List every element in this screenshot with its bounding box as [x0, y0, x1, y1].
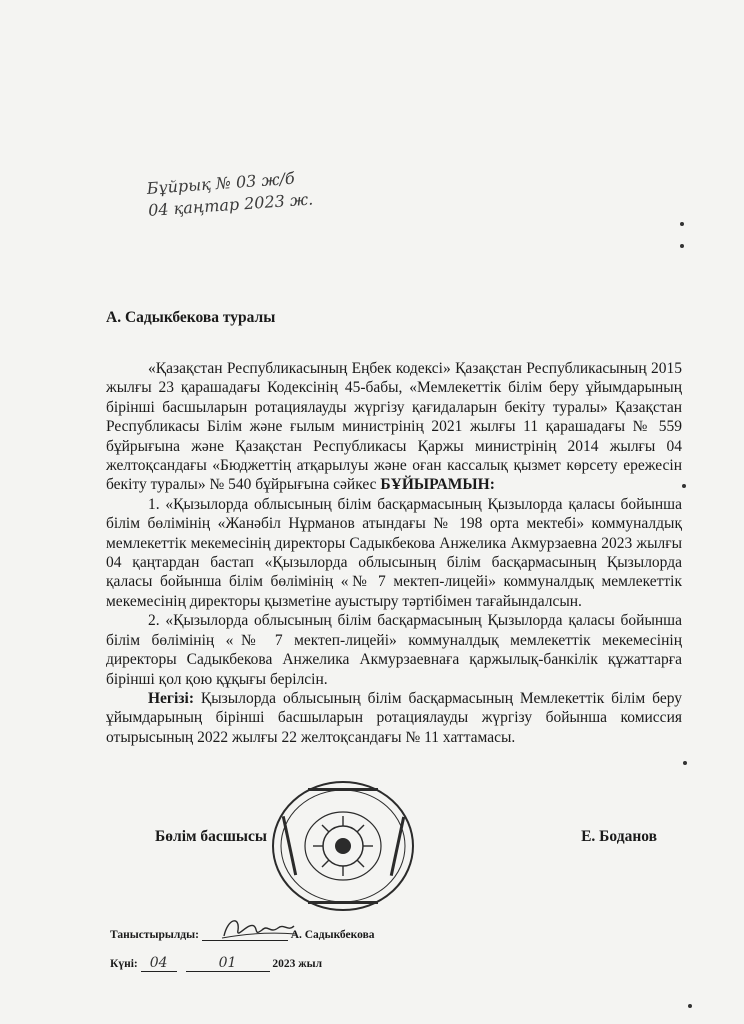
document-title: А. Садыкбекова туралы	[106, 309, 276, 326]
basis-label: Негізі:	[148, 689, 194, 707]
order-keyword: БҰЙЫРАМЫН:	[380, 476, 495, 494]
signatory-name: Е. Боданов	[581, 828, 657, 845]
order-item-1: 1. «Қызылорда облысының білім басқармасының Қызылорда қаласы бойынша білім бөлімінің «Жанәбіл Нұрманов атындағы № 198 орта мектебі» коммуналдық мемлекеттік мекемесінің директоры Садыкбекова Анжелика Акмурзаевна 2023 жылғы 04 қаңтардан бастап «Қызылорда облысының білім басқармасының Қызылорда қаласы бойынша білім бөлімінің «№ 7 мектеп-лицейі» коммуналдық мемлекеттік мекемесінің директоры қызметіне ауыстыру тәртібімен тағайындалсын.	[106, 495, 682, 610]
preamble-paragraph	[106, 359, 682, 495]
handwritten-note-line2: 04 қаңтар 2023 ж.	[147, 189, 314, 220]
date-year: 2023 жыл	[272, 958, 323, 970]
scan-speck	[688, 1004, 692, 1008]
scan-speck	[683, 761, 687, 765]
basis-paragraph	[106, 689, 682, 747]
order-item-2: 2. «Қызылорда облысының білім басқармасының Қызылорда қаласы бойынша білім бөлімінің «№ 7 мектеп-лицейі» коммуналдық мемлекеттік мекемесінің директоры Садыкбекова Анжелика Акмурзаевнаға қаржылық-банкілік құжаттарға бірінші қол қою құқығы берілсін.	[106, 612, 682, 688]
acquainted-name: А. Садыкбекова	[290, 929, 375, 941]
scan-speck	[680, 244, 684, 248]
handwritten-registration-note	[146, 166, 314, 221]
signatory-position: Бөлім басшысы	[155, 828, 267, 845]
official-seal-stamp	[268, 776, 418, 916]
handwritten-signature	[218, 912, 298, 944]
date-line	[110, 955, 322, 972]
scan-speck	[682, 484, 686, 488]
preamble-text: «Қазақстан Республикасының Еңбек кодексі» Қазақстан Республикасының 2015 жылғы 23 қарашадағы Кодексінің 45-бабы, «Мемлекеттік білім беру ұйымдарының бірінші басшыларын ротациялауды жүргізу қағидаларын бекіту туралы» Қазақстан Республикасы Білім және ғылым министрінің 2021 жылғы 11 қарашадағы № 559 бұйрығына және Қазақстан Республикасы Қаржы министрінің 2014 жылғы 04 желтоқсандағы «Бюджеттің атқарылуы және оған кассалық қызмет көрсету ережесін бекіту туралы» № 540 бұйрығына сәйкес	[106, 360, 682, 494]
scan-speck	[680, 222, 684, 226]
document-body	[106, 359, 682, 747]
date-month: 01	[186, 955, 270, 972]
basis-text: Қызылорда облысының білім басқармасының Мемлекеттік білім беру ұйымдарының бірінші басшыларын ротациялауды жүргізу бойынша комиссия отырысының 2022 жылғы 22 желтоқсандағы № 11 хаттамасы.	[106, 689, 682, 746]
acquainted-label: Таныстырылды:	[110, 929, 199, 941]
handwritten-note-line1: Бұйрық № 03 ж/б	[146, 168, 296, 198]
date-day: 04	[141, 955, 177, 972]
date-label: Күні:	[110, 958, 138, 970]
